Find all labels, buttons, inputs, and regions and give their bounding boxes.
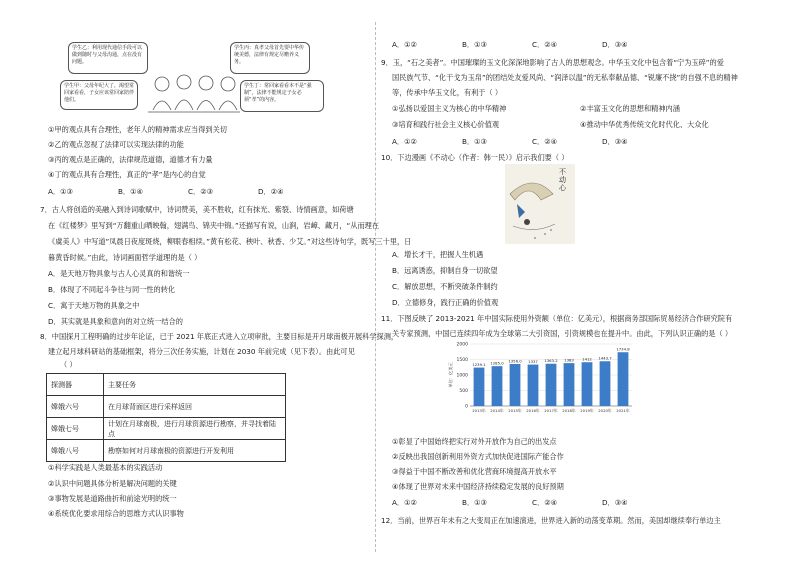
x-tick-label: 2015年: [508, 408, 522, 413]
x-tick-label: 2018年: [562, 408, 576, 413]
q10-option-c: C．解放思想，不断突破条件制约: [392, 282, 498, 291]
q11-stem-line-1: 11．下图反映了 2013-2021 年中国实际使用外资额（单位：亿美元），根据商务部国际贸易经济合作研究院有: [381, 314, 733, 323]
data-label: 1383: [564, 357, 574, 363]
q9-answer-c: C．②④: [532, 137, 558, 146]
table-cell: 主要任务: [104, 374, 286, 396]
bubble-text: 学生甲：父母年纪大了，渴望常回家看看，子女应该常回家陪伴他们。: [64, 83, 135, 103]
q11-stem-line-2: 关专家预测，中国已连续四年成为全球第二大引资国，引资规模也在提升中。由此，下列认识正确的是（ ）: [392, 329, 733, 338]
q6-answer-b: B．①④: [118, 187, 144, 196]
x-tick-label: 2014年: [490, 408, 504, 413]
q11-answer-b: B．①③: [462, 498, 488, 507]
q6-option-3: ③丙的观点是正确的，法律规范道德，道德才有力量: [48, 155, 213, 164]
painting-title: 不动心: [559, 168, 566, 192]
table-cell: 在月球背面区进行采样返回: [104, 396, 286, 418]
q11-option-2: ②反映出我国创新利用外资方式加快促进国际产能合作: [392, 452, 564, 461]
q11-answer-c: C．②④: [532, 498, 558, 507]
y-tick-label: 2000: [456, 342, 468, 348]
table-row: [47, 418, 286, 440]
q7-option-d: D．其实就是具象和意向的对立统一结合的: [48, 317, 183, 326]
q8-option-4: ④系统优化要求用综合的思维方式认识事物: [48, 509, 184, 518]
bubble-text: 学生丁：常回家看看本不是“强制”，法律不能规定子女必须“孝”的内容。: [244, 83, 312, 103]
q9-answer-b: B．①③: [462, 137, 488, 146]
q8-answer-a: A．①②: [392, 40, 417, 49]
bar: [510, 364, 521, 406]
y-tick-label: 0: [465, 404, 468, 410]
q10-stem: 10．下边漫画《不动心（作者：韩一民）》启示我们要（ ）: [381, 153, 569, 162]
q6-option-1: ①甲的观点具有合理性，老年人的精神需求应当得到关切: [48, 125, 227, 134]
bubble-text: 学生丙：真孝父母首先要中华传统美德，法律有规定尽赡养义务。: [234, 45, 305, 65]
q8-stem-line-3: （ ）: [60, 360, 77, 369]
q6-option-2: ②乙的观点忽视了法律可以实现法律的功能: [48, 140, 184, 149]
cartoon-painting: [505, 164, 575, 244]
q9-option-1: ①弘扬以爱国主义为核心的中华精神: [392, 104, 507, 113]
bar: [546, 364, 557, 406]
data-label: 1356.0: [508, 358, 522, 364]
bar: [582, 362, 593, 406]
q12-stem-line-1: 12．当前，世界百年未有之大变局正在加速演进，世界进入新的动荡变革期。然而，美国却继续奉行单边主: [381, 516, 721, 525]
data-label: 1363.2: [544, 358, 558, 364]
table-cell: 嫦娥八号: [47, 440, 104, 462]
q6-option-4: ④丁的观点具有合理性，真正的“孝”是内心的自觉: [48, 170, 206, 179]
table-cell: 计划在月球南极，进行月球资源进行勘察，并寻找着陆点: [104, 418, 286, 440]
table-cell: 勘察如何对月球南极的资源进行开发利用: [104, 440, 286, 462]
data-label: 1337: [528, 359, 538, 365]
bar: [474, 368, 485, 406]
q9-option-2: ②丰富玉文化的思想和精神内涵: [580, 104, 680, 113]
q8-answer-d: D．③④: [602, 40, 628, 49]
q10-option-a: A．增长才干，把握人生机遇: [392, 250, 484, 259]
q9-option-4: ④推动中华优秀传统文化时代化、大众化: [580, 120, 709, 129]
q9-option-3: ③培育和践行社会主义核心价值观: [392, 120, 500, 129]
data-label: 1239.1: [472, 362, 486, 368]
y-tick-label: 500: [459, 389, 468, 394]
bar: [492, 366, 503, 406]
bubble-text: 学生乙：利用现代通信手段可以做到随时与父母沟通，点在没有问题。: [72, 45, 143, 65]
q9-stem-line-1: 9．玉，“石之美者”。中国璀璨的玉文化深深地影响了古人的思想观念。中华玉文化中包含着“宁为玉碎”的爱: [381, 58, 724, 67]
x-tick-label: 2020年: [598, 408, 612, 413]
q11-option-1: ①彰显了中国始终把实行对外开放作为自己的出发点: [392, 437, 557, 446]
y-tick-label: 1000: [456, 373, 468, 379]
q9-stem-line-3: 等，传承中华玉文化，有利于（ ）: [392, 88, 503, 97]
speech-bubble-student-ding: [240, 80, 324, 112]
bar: [618, 352, 629, 406]
data-label: 1285.0: [490, 360, 504, 366]
q7-option-c: C．寓于天地万物的具象之中: [48, 301, 140, 310]
y-tick-label: 1500: [456, 358, 468, 363]
foreign-investment-bar-chart: [446, 340, 636, 420]
q7-stem-line-4: 暮黄昏时候。”由此，诗词画面哲学道理的是（ ）: [48, 253, 202, 262]
x-tick-label: 2021年: [616, 408, 630, 413]
q7-stem-line-2: 在《红楼梦》里写到“万翻重山晒映翰，翅满鸟、锦夹中锦。”还描写有说，山涧，岩嶂、藏月，“从而理在: [48, 221, 380, 230]
table-cell: 嫦娥六号: [47, 396, 104, 418]
q8-option-3: ③事物发展是道路曲折和前途光明的统一: [48, 494, 177, 503]
q8-answer-b: B．①③: [462, 40, 488, 49]
q8-answer-c: C．②④: [532, 40, 558, 49]
q9-answer-a: A．①②: [392, 137, 417, 146]
q7-stem-line-3: 《虞美人》中写道”凤晨日夜度斑烧，柳眼春相续。”黄有松花、秧叶、秋香、少艾。”对这些诗句学，既写三十里，日: [48, 237, 412, 246]
bar: [528, 365, 539, 406]
data-label: 1412: [582, 356, 592, 362]
q7-stem-line-1: 7．古人将创造的美融入到诗词歌赋中，诗词赞美，美不胜收，红有抹光、紫裂、诗情画意，如荷塘: [40, 205, 354, 214]
q10-option-d: D．立德修身，践行正确的价值观: [392, 298, 499, 307]
x-tick-label: 2017年: [544, 408, 558, 413]
q8-option-1: ①科学实践是人类最基本的实践活动: [48, 463, 163, 472]
table-row: [47, 374, 286, 396]
q7-option-a: A．是天地万物具象与古人心灵真的和谐统一: [48, 269, 190, 278]
q9-stem-line-2: 国民族气节、“化干戈为玉帛”的团结处友爱风尚、“润泽以温”的无私奉献品德、“锐廉不挠”的自强不息的精神: [392, 73, 738, 82]
x-tick-label: 2019年: [580, 408, 594, 413]
x-tick-label: 2013年: [472, 408, 486, 413]
q8-stem-line-1: 8．中国探月工程明确的过步年论证，已于 2021 年底正式进入立项审批，主要目标是开月球南极开展科学探测，: [40, 332, 399, 341]
data-label: 1443.7: [598, 355, 612, 361]
table-row: [47, 440, 286, 462]
table-row: [47, 396, 286, 418]
q7-option-b: B．体现了不同起斗争往与同一性的转化: [48, 285, 176, 294]
q6-answer-c: C．②③: [188, 187, 214, 196]
q11-option-4: ④体现了世界对未来中国经济持续稳定发展的良好预期: [392, 482, 564, 491]
q6-answer-d: D．②④: [258, 187, 284, 196]
q9-answer-d: D．③④: [602, 137, 628, 146]
q6-answer-a: A．①③: [48, 187, 73, 196]
q10-option-b: B．远离诱惑，抑制自身一切欲望: [392, 266, 498, 275]
students-illustration: [148, 70, 240, 118]
bar: [564, 363, 575, 406]
lunar-probe-table: [46, 373, 286, 462]
bar: [600, 361, 611, 406]
table-cell: 探测器: [47, 374, 104, 396]
q8-stem-line-2: 建立起月球科研站的基础框架，将分三次任务实施，计划在 2030 年前完成（见下表）。由此可见: [48, 347, 355, 356]
student-discussion-cartoon: [60, 42, 330, 120]
data-label: 1734.8: [616, 346, 630, 352]
speech-bubble-student-jia: [60, 80, 138, 110]
q11-option-3: ③得益于中国不断改善和优化营商环境提高开放水平: [392, 467, 557, 476]
table-cell: 嫦娥七号: [47, 418, 104, 440]
q11-answer-a: A．①②: [392, 498, 417, 507]
q11-answer-d: D．③④: [602, 498, 628, 507]
y-axis-label: 单位：亿美元: [448, 362, 453, 388]
speech-bubble-student-yi: [68, 42, 148, 74]
q8-option-2: ②认识中问题具体分析是解决问题的关键: [48, 479, 177, 488]
speech-bubble-student-bing: [230, 42, 310, 74]
x-tick-label: 2016年: [526, 408, 540, 413]
column-divider: [375, 22, 376, 552]
